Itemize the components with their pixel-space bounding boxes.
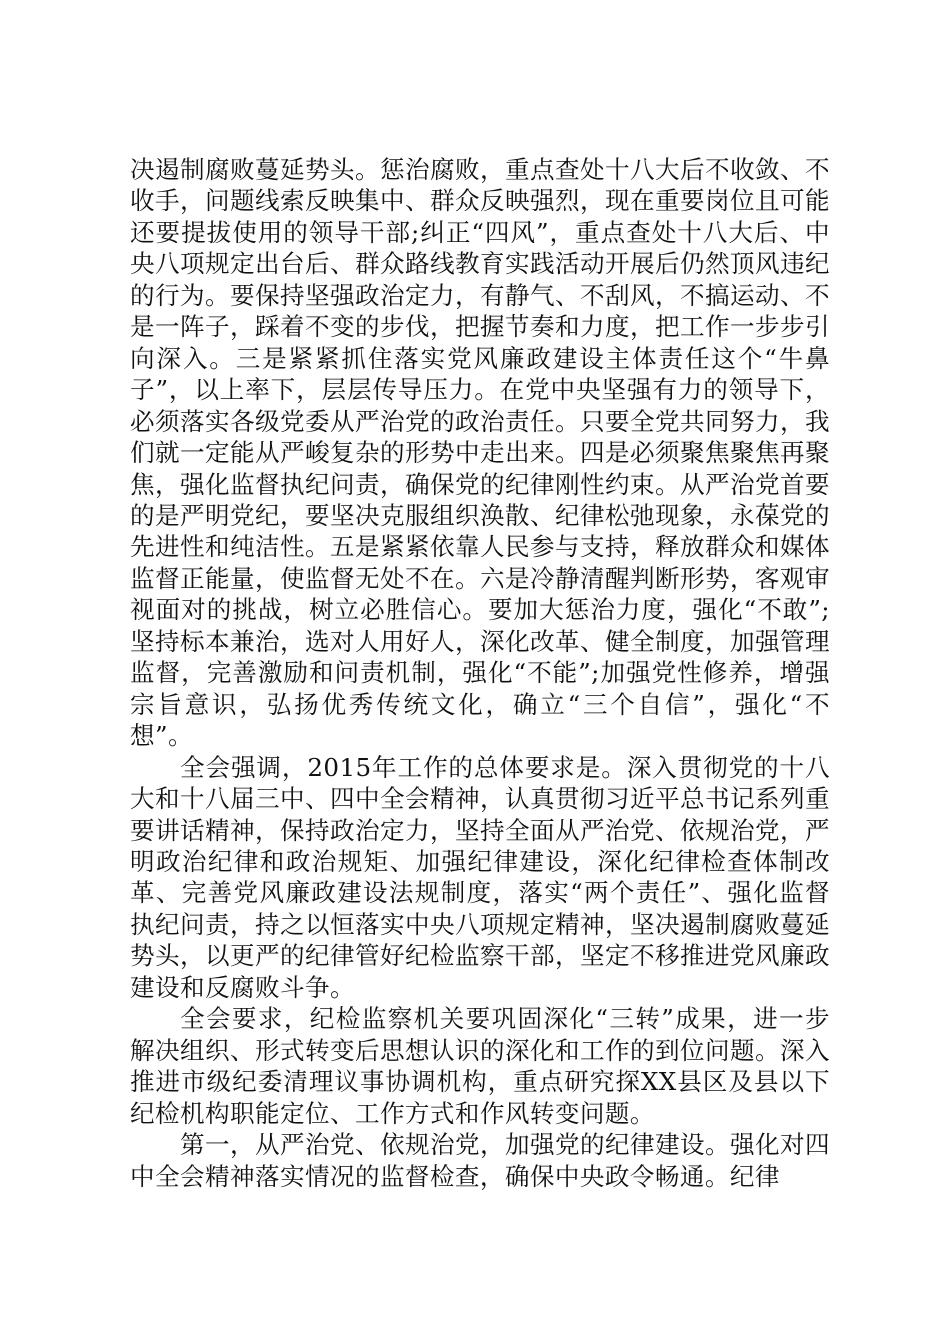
- document-body: [130, 154, 830, 1192]
- paragraph-first-point: 第一，从严治党、依规治党，加强党的纪律建设。强化对四中全会精神落实情况的监督检查，确保中央政令畅通。纪律: [130, 1130, 830, 1191]
- paragraph-general-requirements: 全会强调，2015年工作的总体要求是。深入贯彻党的十八大和十八届三中、四中全会精神，认真贯彻习近平总书记系列重要讲话精神，保持政治定力，坚持全面从严治党、依规治党，严明政治纪律和政治规矩、加强纪律建设，深化纪律检查体制改革、完善党风廉政建设法规制度，落实“两个责任”、强化监督执纪问责，持之以恒落实中央八项规定精神，坚决遏制腐败蔓延势头，以更严的纪律管好纪检监察干部，坚定不移推进党风廉政建设和反腐败斗争。: [130, 752, 830, 1002]
- paragraph-plenary-requirements: 全会要求，纪检监察机关要巩固深化“三转”成果，进一步解决组织、形式转变后思想认识的深化和工作的到位问题。深入推进市级纪委清理议事协调机构，重点研究探XX县区及县以下纪检机构职能定位、工作方式和作风转变问题。: [130, 1004, 830, 1128]
- paragraph-continued: 决遏制腐败蔓延势头。惩治腐败，重点查处十八大后不收敛、不收手，问题线索反映集中、群众反映强烈，现在重要岗位且可能还要提拔使用的领导干部;纠正“四风”，重点查处十八大后、中央八项规定出台后、群众路线教育实践活动开展后仍然顶风违纪的行为。要保持坚强政治定力，有静气、不刮风，不搞运动、不是一阵子，踩着不变的步伐，把握节奏和力度，把工作一步步引向深入。三是紧紧抓住落实党风廉政建设主体责任这个“牛鼻子”，以上率下，层层传导压力。在党中央坚强有力的领导下，必须落实各级党委从严治党的政治责任。只要全党共同努力，我们就一定能从严峻复杂的形势中走出来。四是必须聚焦聚焦再聚焦，强化监督执纪问责，确保党的纪律刚性约束。从严治党首要的是严明党纪，要坚决克服组织涣散、纪律松弛现象，永葆党的先进性和纯洁性。五是紧紧依靠人民参与支持，释放群众和媒体监督正能量，使监督无处不在。六是冷静清醒判断形势，客观审视面对的挑战，树立必胜信心。要加大惩治力度，强化“不敢”;坚持标本兼治，选对人用好人，深化改革、健全制度，加强管理监督，完善激励和问责机制，强化“不能”;加强党性修养，增强宗旨意识，弘扬优秀传统文化，确立“三个自信”，强化“不想”。: [130, 155, 830, 751]
